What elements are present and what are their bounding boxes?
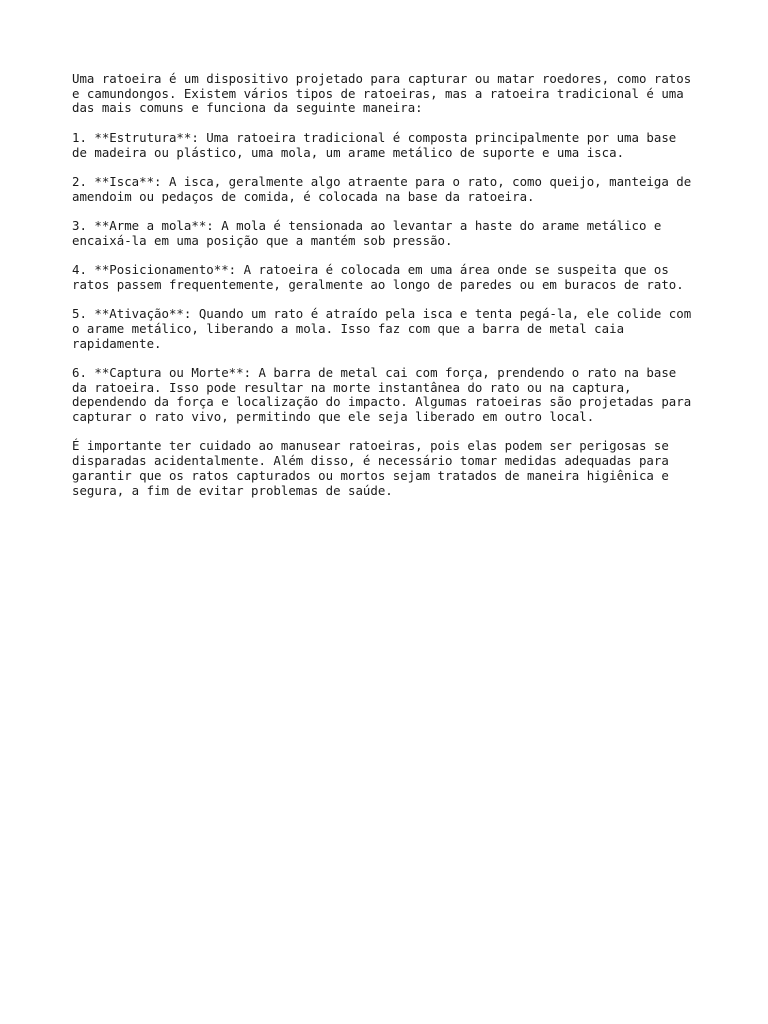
step-posicionamento-paragraph: 4. **Posicionamento**: A ratoeira é colocada em uma área onde se suspeita que os ratos passem frequentemente, geralmente ao longo de paredes ou em buracos de rato.: [72, 262, 684, 292]
step-estrutura-paragraph: 1. **Estrutura**: Uma ratoeira tradicional é composta principalmente por uma base de madeira ou plástico, uma mola, um arame metálico de suporte e uma isca.: [72, 129, 677, 160]
step-captura-morte-paragraph: 6. **Captura ou Morte**: A barra de metal cai com força, prendendo o rato na base da ratoeira. Isso pode resultar na morte instantânea do rato ou na captura, dependendo da força e localização do impacto. Algumas ratoeiras são projetadas para capturar o rato vivo, permitindo que ele seja liberado em outro local.: [72, 364, 692, 425]
document-body: [72, 72, 712, 513]
step-ativacao-paragraph: 5. **Ativação**: Quando um rato é atraído pela isca e tenta pegá-la, ele colide com o arame metálico, liberando a mola. Isso faz com que a barra de metal caia rapidamente.: [72, 306, 692, 351]
intro-paragraph: Uma ratoeira é um dispositivo projetado para capturar ou matar roedores, como ratos e camundongos. Existem vários tipos de ratoeiras, mas a ratoeira tradicional é uma das mais comuns e funciona da seguinte maneira:: [72, 71, 692, 116]
step-isca-paragraph: 2. **Isca**: A isca, geralmente algo atraente para o rato, como queijo, manteiga de amendoim ou pedaços de comida, é colocada na base da ratoeira.: [72, 173, 692, 204]
step-arme-mola-paragraph: 3. **Arme a mola**: A mola é tensionada ao levantar a haste do arame metálico e encaixá-la em uma posição que a mantém sob pressão.: [72, 217, 662, 248]
conclusion-paragraph: É importante ter cuidado ao manusear ratoeiras, pois elas podem ser perigosas se disparadas acidentalmente. Além disso, é necessário tomar medidas adequadas para garantir que os ratos capturados ou mortos sejam tratados de maneira higiênica e segura, a fim de evitar problemas de saúde.: [72, 438, 669, 498]
